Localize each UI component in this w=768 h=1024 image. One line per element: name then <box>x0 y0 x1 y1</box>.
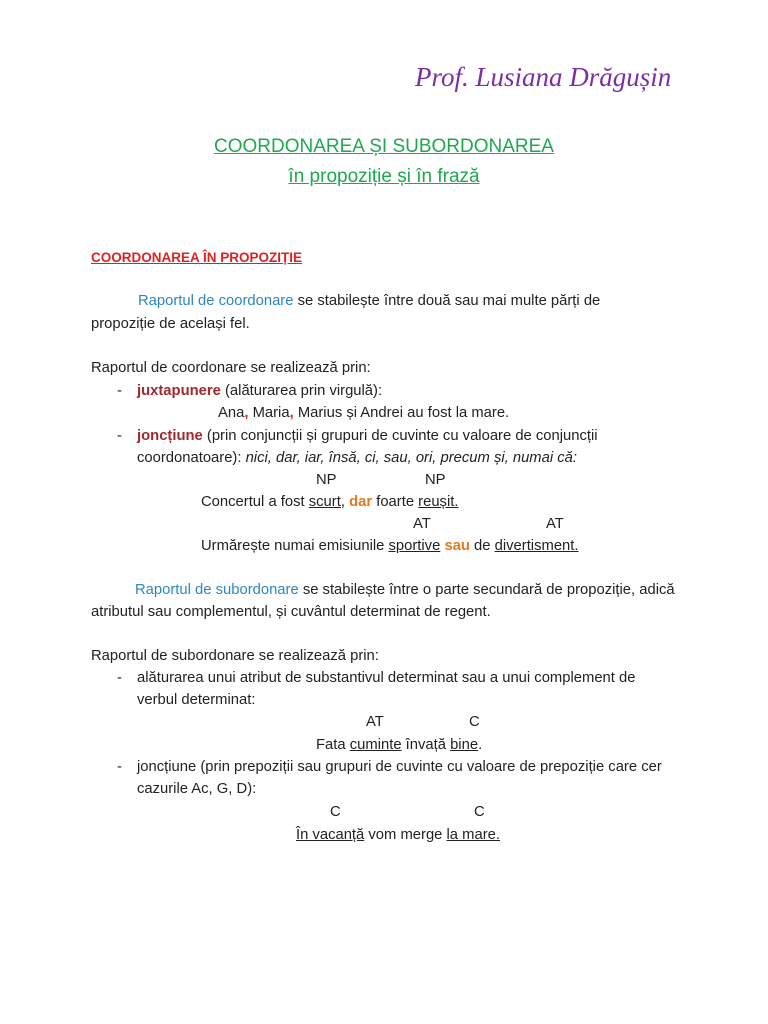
sub-definition-line2: atributul sau complementul, și cuvântul determinat de regent. <box>91 604 491 620</box>
example-text: Fata <box>316 737 350 753</box>
conjunction-list: nici, dar, iar, însă, ci, sau, ori, precum și, numai că: <box>245 450 577 466</box>
example-text: Urmărește numai emisiunile <box>201 538 389 554</box>
conjunction-highlight: sau <box>444 538 470 554</box>
jonctiune-term: joncțiune <box>137 428 203 444</box>
coord-intro: Raportul de coordonare se realizează prin: <box>91 360 371 376</box>
conjunction-highlight: dar <box>349 494 373 510</box>
coord-definition-line2: propoziție de același fel. <box>91 316 250 332</box>
juxtapunere-term: juxtapunere <box>137 383 221 399</box>
juxtapunere-item <box>137 383 382 399</box>
label-np: NP <box>316 472 337 488</box>
sub-item1-line2: verbul determinat: <box>137 692 256 708</box>
label-np: NP <box>425 472 446 488</box>
example-text: Marius și Andrei au fost la mare. <box>293 405 510 421</box>
sub-item1-line1: alăturarea unui atribut de substantivul determinat sau a unui complement de <box>137 670 636 686</box>
sub-item2-line1: joncțiune (prin prepoziții sau grupuri de cuvinte cu valoare de prepoziție care cer <box>137 759 662 775</box>
underlined-word: bine <box>450 737 479 753</box>
coord-term: Raportul de coordonare <box>138 293 294 309</box>
sub-definition-line1 <box>135 582 675 598</box>
section-heading: COORDONAREA ÎN PROPOZIȚIE <box>91 250 303 265</box>
example-text: foarte <box>372 494 419 510</box>
list-dash: - <box>117 428 122 444</box>
coord-example-2 <box>201 494 458 510</box>
jonctiune-desc: (prin conjuncții și grupuri de cuvinte cu valoare de conjuncții <box>206 428 598 444</box>
label-c: C <box>474 804 485 820</box>
juxtapunere-example <box>218 405 509 421</box>
underlined-word: scurt <box>308 494 341 510</box>
coord-example-3 <box>201 538 579 554</box>
jonctiune-plain: coordonatoare): <box>137 450 246 466</box>
author-name: Prof. Lusiana Drăgușin <box>415 62 672 92</box>
sub-term: Raportul de subordonare <box>135 582 299 598</box>
jonctiune-line2 <box>137 450 577 466</box>
list-dash: - <box>117 759 122 775</box>
coord-definition-line1 <box>138 293 600 309</box>
sub-example-2 <box>296 827 500 843</box>
coord-definition-rest: se stabilește între două sau mai multe părți de <box>297 293 601 309</box>
list-dash: - <box>117 383 122 399</box>
example-comma: , <box>340 494 345 510</box>
example-text: de <box>469 538 495 554</box>
underlined-word: divertisment. <box>494 538 579 554</box>
underlined-word: cuminte <box>349 737 402 753</box>
underlined-word: reușit. <box>418 494 459 510</box>
example-period: . <box>478 737 483 753</box>
label-at: AT <box>546 516 564 532</box>
underlined-word: sportive <box>388 538 441 554</box>
example-text: vom merge <box>364 827 447 843</box>
example-word: Ana <box>218 405 245 421</box>
sub-definition-rest: se stabilește între o parte secundară de propoziție, adică <box>298 582 675 598</box>
example-text: Concertul a fost <box>201 494 309 510</box>
label-c: C <box>469 714 480 730</box>
underlined-word: la mare. <box>446 827 500 843</box>
sub-intro: Raportul de subordonare se realizează prin: <box>91 648 379 664</box>
label-c: C <box>330 804 341 820</box>
jonctiune-item <box>137 428 598 444</box>
list-dash: - <box>117 670 122 686</box>
sub-example-1 <box>316 737 482 753</box>
example-text: învață <box>401 737 451 753</box>
document-subtitle: în propoziție și în frază <box>288 166 480 187</box>
sub-item2-line2: cazurile Ac, G, D): <box>137 781 257 797</box>
underlined-word: În vacanță <box>296 827 365 843</box>
juxtapunere-desc: (alăturarea prin virgulă): <box>225 383 383 399</box>
label-at: AT <box>413 516 431 532</box>
example-word: Maria <box>248 405 290 421</box>
highlight-comma: , <box>289 405 294 421</box>
label-at: AT <box>366 714 384 730</box>
document-title: COORDONAREA ȘI SUBORDONAREA <box>214 136 554 157</box>
highlight-comma: , <box>244 405 249 421</box>
